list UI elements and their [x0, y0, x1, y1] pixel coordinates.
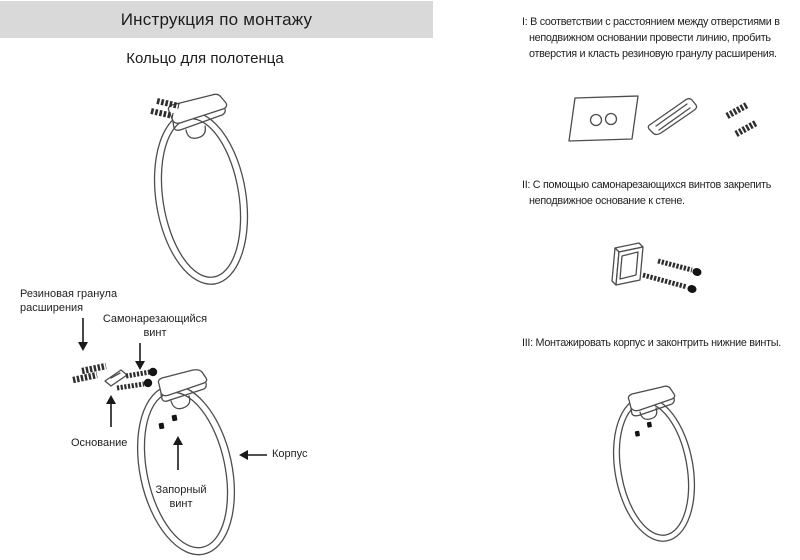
step-1-illustration	[555, 85, 775, 165]
exploded-diagram	[20, 310, 320, 560]
page-title: Инструкция по монтажу	[120, 9, 313, 29]
ring-collar	[171, 396, 190, 409]
base-bracket	[612, 243, 643, 285]
locking-screws	[635, 422, 652, 437]
step-2-text: II: С помощью самонарезающихся винтов закрепить неподвижное основание к стене.	[522, 179, 772, 207]
step-2-illustration	[580, 235, 750, 315]
arrow-up-icon	[173, 436, 183, 470]
step-3-illustration	[592, 372, 737, 560]
ring-body	[123, 376, 249, 560]
label-base: Основание	[71, 437, 128, 449]
arrow-up-icon	[106, 395, 116, 427]
base-bracket	[648, 99, 696, 135]
arrow-down-icon	[135, 343, 145, 370]
ring-body	[603, 390, 705, 547]
mounting-plate	[158, 370, 206, 402]
label-rubber-plug: Резиновая гранула расширения	[20, 288, 118, 315]
base-bracket	[105, 370, 127, 386]
rubber-plugs	[727, 105, 756, 134]
wall-plate	[569, 96, 638, 141]
title-band	[0, 1, 433, 38]
arrow-down-icon	[78, 318, 88, 351]
ring-collar	[186, 126, 205, 138]
mounting-plate	[628, 386, 674, 416]
arrow-left-icon	[239, 450, 267, 460]
rubber-plugs	[73, 366, 106, 380]
locking-screws	[159, 415, 178, 430]
ring-body	[143, 105, 259, 291]
label-body: Корпус	[272, 448, 308, 460]
page-subtitle: Кольцо для полотенца	[126, 50, 284, 67]
label-self-tapping-screw: Самонарезающийся винт	[102, 313, 208, 340]
step-1-text: I: В соответствии с расстоянием между отверстиями в неподвижном основании провести линию, пробить отверстия и класть резиновую гранулу расширения.	[522, 16, 780, 60]
self-tapping-screws	[643, 261, 702, 294]
label-locking-screw: Запорный винт	[155, 484, 207, 511]
step-3-text: III: Монтажировать корпус и законтрить нижние винты.	[522, 337, 781, 349]
towel-ring-drawing	[128, 84, 283, 296]
